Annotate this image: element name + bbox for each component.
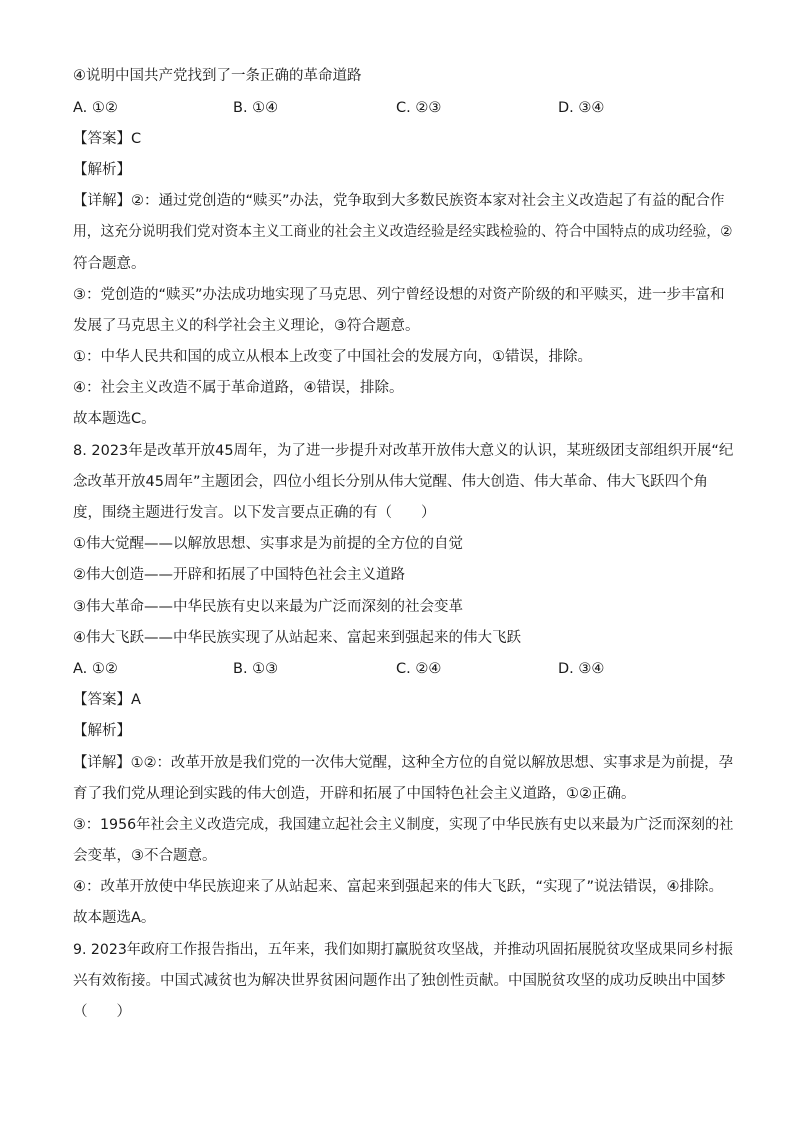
- q7-detail-line: 【详解】②：通过党创造的“赎买”办法，党争取到大多数民族资本家对社会主义改造起了有益的配合作: [73, 193, 725, 209]
- q8-detail-line: 育了我们党从理论到实践的伟大创造，开辟和拓展了中国特色社会主义道路，①②正确。: [73, 786, 636, 802]
- q8-option-a: A. ①②: [73, 661, 118, 677]
- q7-statement-4: ④说明中国共产党找到了一条正确的革命道路: [73, 68, 362, 84]
- q8-options: [73, 659, 693, 679]
- q8-statement-4: ④伟大飞跃——中华民族实现了从站起来、富起来到强起来的伟大飞跃: [73, 630, 521, 646]
- q8-detail-line: ③：1956年社会主义改造完成，我国建立起社会主义制度，实现了中华民族有史以来最为广泛而深刻的社: [73, 817, 734, 833]
- q8-statement-1: ①伟大觉醒——以解放思想、实事求是为前提的全方位的自觉: [73, 536, 463, 552]
- q7-detail-line: ①：中华人民共和国的成立从根本上改变了中国社会的发展方向，①错误，排除。: [73, 349, 592, 365]
- q7-option-b: B. ①④: [233, 100, 279, 116]
- q8-conclusion: 故本题选A。: [73, 910, 156, 926]
- q8-option-c: C. ②④: [396, 661, 442, 677]
- q8-stem-line: 度，围绕主题进行发言。以下发言要点正确的有（ ）: [73, 505, 436, 521]
- q8-detail-line: ④：改革开放使中华民族迎来了从站起来、富起来到强起来的伟大飞跃，“实现了”说法错误，④排除。: [73, 879, 724, 895]
- q7-option-a: A. ①②: [73, 100, 118, 116]
- q8-statement-3: ③伟大革命——中华民族有史以来最为广泛而深刻的社会变革: [73, 599, 463, 615]
- q7-option-d: D. ③④: [558, 100, 605, 116]
- q8-option-d: D. ③④: [558, 661, 605, 677]
- q8-stem-line: 8. 2023年是改革开放45周年，为了进一步提升对改革开放伟大意义的认识，某班级团支部组织开展“纪: [73, 443, 734, 459]
- q7-conclusion: 故本题选C。: [73, 411, 156, 427]
- q7-analysis-heading: 【解析】: [73, 162, 131, 178]
- q8-stem-line: 念改革开放45周年”主题团会，四位小组长分别从伟大觉醒、伟大创造、伟大革命、伟大飞跃四个角: [73, 474, 708, 490]
- q7-options: [73, 98, 693, 118]
- q7-detail-line: 符合题意。: [73, 256, 146, 272]
- q9-stem-line: （ ）: [73, 1004, 131, 1020]
- q8-answer: 【答案】A: [73, 692, 141, 708]
- q7-detail-line: ③：党创造的“赎买”办法成功地实现了马克思、列宁曾经设想的对资产阶级的和平赎买，进一步丰富和: [73, 287, 725, 303]
- q7-option-c: C. ②③: [396, 100, 442, 116]
- q8-detail-line: 会变革，③不合题意。: [73, 848, 217, 864]
- q7-detail-line: 用，这充分说明我们党对资本主义工商业的社会主义改造经验是经实践检验的、符合中国特点的成功经验，②: [73, 224, 733, 240]
- q7-answer: 【答案】C: [73, 131, 142, 147]
- q8-detail-line: 【详解】①②：改革开放是我们党的一次伟大觉醒，这种全方位的自觉以解放思想、实事求是为前提，孕: [73, 755, 734, 771]
- q8-option-b: B. ①③: [233, 661, 279, 677]
- q9-stem-line: 兴有效衔接。中国式减贫也为解决世界贫困问题作出了独创性贡献。中国脱贫攻坚的成功反映出中国梦: [73, 973, 726, 989]
- q7-detail-line: 发展了马克思主义的科学社会主义理论，③符合题意。: [73, 318, 420, 334]
- q8-statement-2: ②伟大创造——开辟和拓展了中国特色社会主义道路: [73, 567, 405, 583]
- q7-detail-line: ④：社会主义改造不属于革命道路，④错误，排除。: [73, 380, 404, 396]
- q9-stem-line: 9. 2023年政府工作报告指出，五年来，我们如期打赢脱贫攻坚战，并推动巩固拓展脱贫攻坚成果同乡村振: [73, 942, 733, 958]
- q8-analysis-heading: 【解析】: [73, 723, 131, 739]
